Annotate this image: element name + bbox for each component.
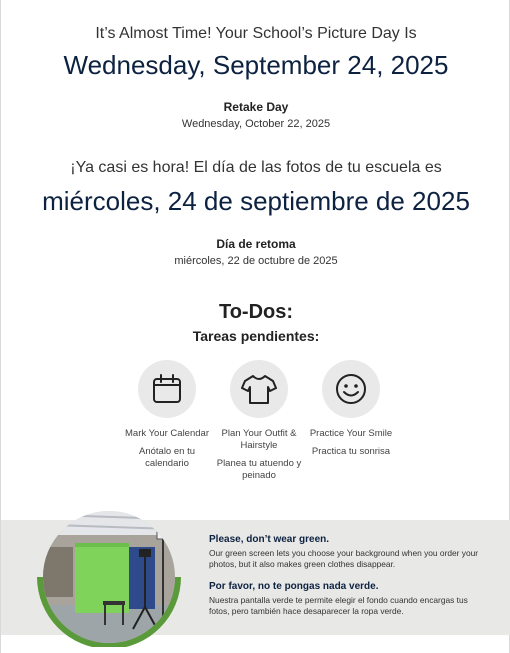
todo-label-en: Mark Your Calendar <box>125 428 209 439</box>
todo-item-smile <box>301 360 401 458</box>
todos-subtitle: Tareas pendientes: <box>192 328 320 344</box>
todo-item-calendar <box>117 360 217 470</box>
spanish-retake-date: miércoles, 22 de octubre de 2025 <box>174 255 338 267</box>
green-notice-es-body: Nuestra pantalla verde te permite elegir el fondo cuando encargas tus fotos, pero también hace desaparecer la ropa verde. <box>209 595 468 616</box>
green-notice-en-body: Our green screen lets you choose your background when you order your photos, but it also makes green clothes disappear. <box>209 548 479 569</box>
todos-title: To-Dos: <box>218 301 294 323</box>
smile-icon-badge <box>322 360 380 418</box>
english-retake-date: Wednesday, October 22, 2025 <box>181 118 331 130</box>
calendar-icon <box>151 373 183 405</box>
todo-label-es: Anótalo en tu calendario <box>139 446 195 469</box>
english-picture-date: Wednesday, September 24, 2025 <box>63 50 449 80</box>
todo-label-es: Planea tu atuendo y peinado <box>216 458 302 481</box>
calendar-icon-badge <box>138 360 196 418</box>
green-notice-es-title: Por favor, no te pongas nada verde. <box>209 581 379 592</box>
english-retake-title: Retake Day <box>223 100 289 114</box>
green-notice-en-title: Please, don’t wear green. <box>209 534 330 545</box>
todo-item-outfit <box>209 360 309 482</box>
spanish-retake-title: Día de retoma <box>216 237 296 251</box>
green-notice-spanish <box>209 581 489 617</box>
green-screen-photo <box>33 507 185 647</box>
smile-icon <box>334 372 368 406</box>
spanish-picture-date: miércoles, 24 de septiembre de 2025 <box>42 186 470 216</box>
spanish-lead: ¡Ya casi es hora! El día de las fotos de tu escuela es <box>70 159 442 176</box>
tshirt-icon <box>241 373 277 405</box>
green-notice-english <box>209 534 489 570</box>
english-lead: It’s Almost Time! Your School’s Picture Day Is <box>95 25 417 42</box>
todo-label-en: Plan Your Outfit & Hairstyle <box>221 428 297 451</box>
todo-label-en: Practice Your Smile <box>309 428 393 439</box>
todo-label-es: Practica tu sonrisa <box>311 446 391 457</box>
tshirt-icon-badge <box>230 360 288 418</box>
